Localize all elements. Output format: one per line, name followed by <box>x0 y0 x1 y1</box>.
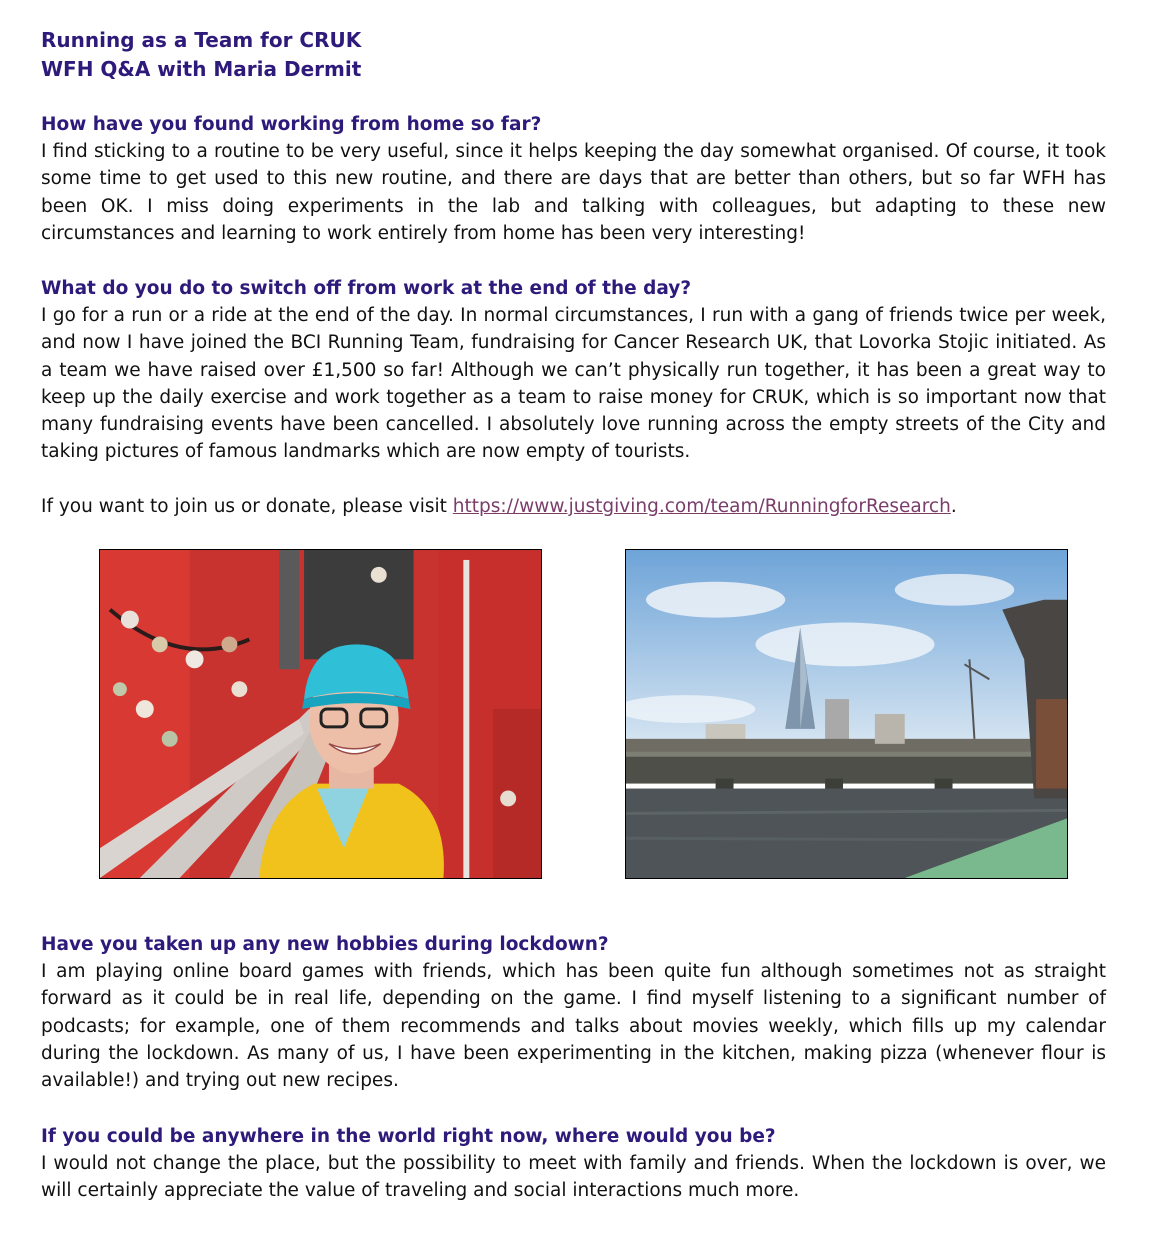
qa-section-3 <box>41 931 1106 1094</box>
london-skyline-photo <box>625 549 1068 879</box>
qa-section-2 <box>41 275 1106 466</box>
donate-suffix: . <box>950 496 957 517</box>
donate-prefix: If you want to join us or donate, please visit <box>41 496 453 517</box>
title-line-2: WFH Q&A with Maria Dermit <box>41 57 362 81</box>
answer-paragraph: I would not change the place, but the possibility to meet with family and friends. When the lockdown is over, we will certainly appreciate the value of traveling and social interactions much more. <box>41 1153 1106 1202</box>
question-heading: If you could be anywhere in the world right now, where would you be? <box>41 1126 776 1147</box>
title-line-1: Running as a Team for CRUK <box>41 28 362 52</box>
answer-paragraph: I go for a run or a ride at the end of the day. In normal circumstances, I run with a gang of friends twice per week, and now I have joined the BCI Running Team, fundraising for Cancer Research UK, that Lovorka Stojic initiated. As a team we have raised over £1,500 so far! Although we can’t physically run together, it has been a great way to keep up the daily exercise and work together as a team to raise money for CRUK, which is so important now that many fundraising events have been cancelled. I absolutely love running across the empty streets of the City and taking pictures of famous landmarks which are now empty of tourists. <box>41 305 1106 463</box>
question-heading: What do you do to switch off from work at the end of the day? <box>41 278 692 299</box>
donate-line <box>41 493 957 520</box>
article-title <box>41 26 361 84</box>
qa-section-1 <box>41 111 1106 247</box>
answer-paragraph: I find sticking to a routine to be very useful, since it helps keeping the day somewhat organised. Of course, it took some time to get used to this new routine, and there are days that are better than others, but so far WFH has been OK. I miss doing experiments in the lab and talking with colleagues, but adapting to these new circumstances and learning to work entirely from home has been very interesting! <box>41 141 1106 244</box>
selfie-photo <box>99 549 542 879</box>
question-heading: Have you taken up any new hobbies during lockdown? <box>41 934 609 955</box>
qa-section-4 <box>41 1123 1106 1205</box>
donate-link[interactable]: https://www.justgiving.com/team/RunningforResearch <box>452 496 951 517</box>
answer-paragraph: I am playing online board games with friends, which has been quite fun although sometimes not as straight forward as it could be in real life, depending on the game. I find myself listening to a significant number of podcasts; for example, one of them recommends and talks about movies weekly, which fills up my calendar during the lockdown. As many of us, I have been experimenting in the kitchen, making pizza (whenever flour is available!) and trying out new recipes. <box>41 961 1106 1092</box>
question-heading: How have you found working from home so far? <box>41 114 542 135</box>
